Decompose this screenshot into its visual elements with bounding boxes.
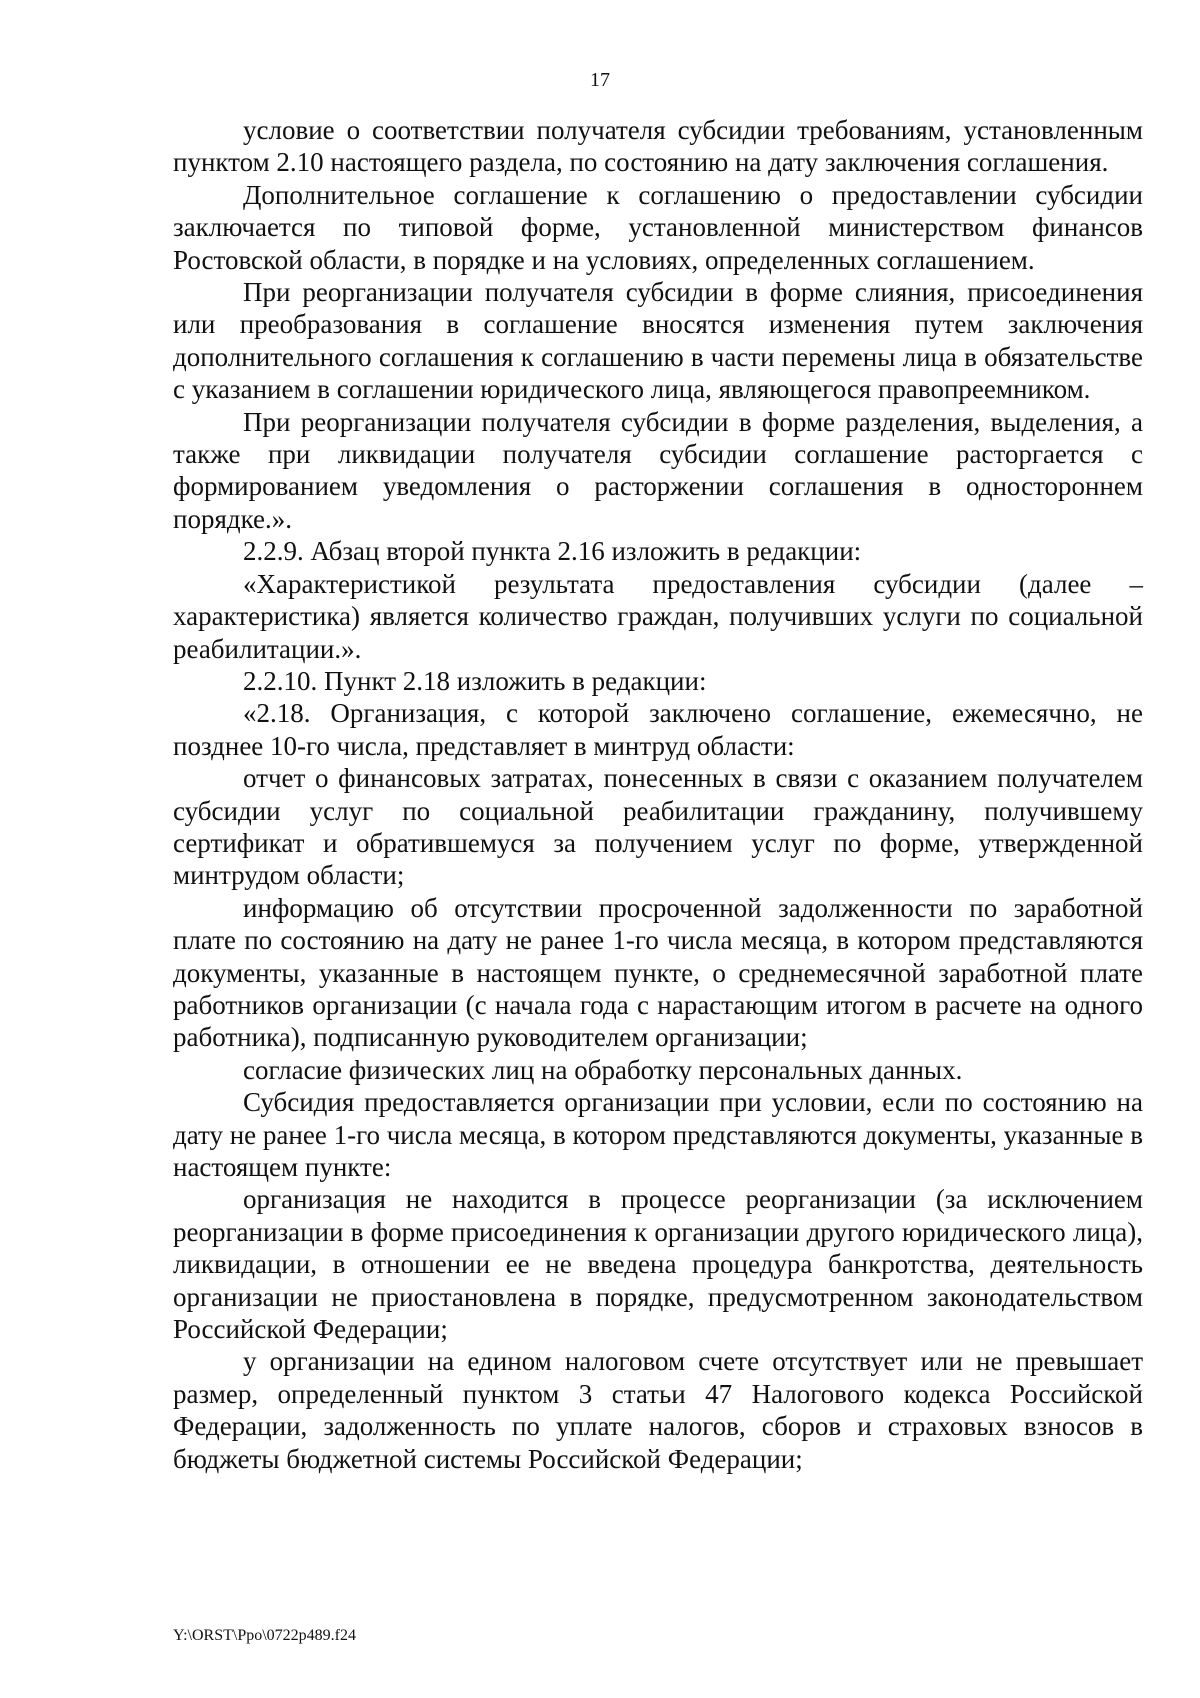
- paragraph: «2.18. Организация, с которой заключено соглашение, ежемесячно, не позднее 10-го числа, представляет в минтруд области:: [173, 698, 1143, 761]
- paragraph: «Характеристикой результата предоставления субсидии (далее – характеристика) является количество граждан, получивших услуги по социальной реабилитации.».: [173, 568, 1143, 664]
- document-body: [173, 114, 1143, 1475]
- footer-file-path: Y:\ORST\Ppo\0722p489.f24: [173, 1627, 356, 1644]
- paragraph: 2.2.9. Абзац второй пункта 2.16 изложить в редакции:: [243, 536, 862, 567]
- paragraph: Дополнительное соглашение к соглашению о предоставлении субсидии заключается по типовой форме, установленной министерством финансов Ростовской области, в порядке и на условиях, определенных соглашением.: [173, 179, 1143, 275]
- paragraph: Субсидия предоставляется организации при условии, если по состоянию на дату не ранее 1-го числа месяца, в котором представляются документы, указанные в настоящем пункте:: [173, 1087, 1143, 1182]
- paragraph: условие о соответствии получателя субсидии требованиям, установленным пунктом 2.10 настоящего раздела, по состоянию на дату заключения соглашения.: [173, 115, 1143, 178]
- paragraph: у организации на едином налоговом счете отсутствует или не превышает размер, определенный пунктом 3 статьи 47 Налогового кодекса Российской Федерации, задолженность по уплате налогов, сборов и страховых взносов в бюджеты бюджетной системы Российской Федерации;: [173, 1346, 1143, 1474]
- paragraph: При реорганизации получателя субсидии в форме слияния, присоединения или преобразования в соглашение вносятся изменения путем заключения дополнительного соглашения к соглашению в части перемены лица в обязательстве с указанием в соглашении юридического лица, являющегося правопреемником.: [173, 277, 1143, 405]
- paragraph: информацию об отсутствии просроченной задолженности по заработной плате по состоянию на дату не ранее 1-го числа месяца, в котором представляются документы, указанные в настоящем пункте, о среднемесячной заработной плате работников организации (с начала года с нарастающим итогом в расчете на одного работника), подписанную руководителем организации;: [173, 892, 1143, 1053]
- paragraph: При реорганизации получателя субсидии в форме разделения, выделения, а также при ликвидации получателя субсидии соглашение расторгается с формированием уведомления о расторжении соглашения в одностороннем порядке.».: [173, 406, 1143, 534]
- paragraph: организация не находится в процессе реорганизации (за исключением реорганизации в форме присоединения к организации другого юридического лица), ликвидации, в отношении ее не введена процедура банкротства, деятельность организации не приостановлена в порядке, предусмотренном законодательством Российской Федерации;: [173, 1184, 1143, 1345]
- page-number: 17: [590, 69, 610, 91]
- paragraph: 2.2.10. Пункт 2.18 изложить в редакции:: [243, 665, 707, 696]
- paragraph: согласие физических лиц на обработку персональных данных.: [243, 1054, 963, 1085]
- paragraph: отчет о финансовых затратах, понесенных в связи с оказанием получателем субсидии услуг по социальной реабилитации гражданину, получившему сертификат и обратившемуся за получением услуг по форме, утвержденной минтрудом области;: [173, 763, 1143, 891]
